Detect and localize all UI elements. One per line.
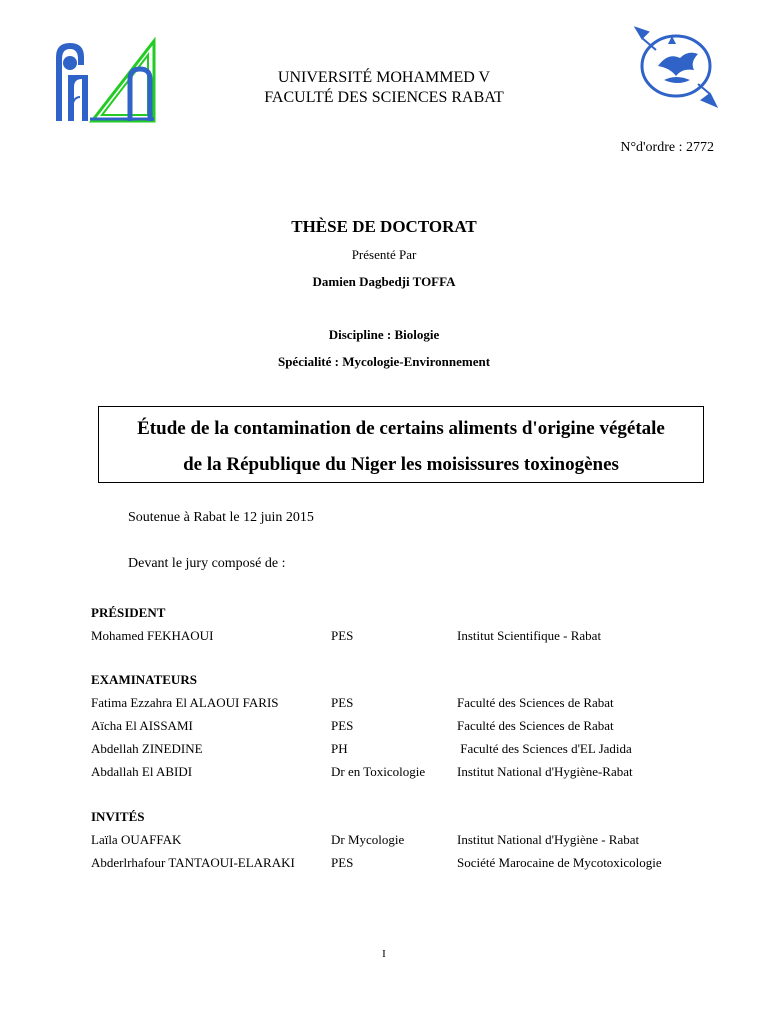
jury-row [91, 832, 731, 850]
member-name: Abderlrhafour TANTAOUI-ELARAKI [91, 855, 295, 870]
jury-row [91, 628, 731, 646]
member-name: Mohamed FEKHAOUI [91, 628, 214, 643]
member-institution: Faculté des Sciences de Rabat [457, 718, 614, 733]
examinateurs-heading: EXAMINATEURS [91, 672, 197, 687]
member-name: Abdellah ZINEDINE [91, 741, 203, 756]
jury-intro: Devant le jury composé de : [128, 556, 286, 571]
member-grade: PES [331, 718, 354, 733]
member-grade: Dr en Toxicologie [331, 764, 426, 779]
member-name: Fatima Ezzahra El ALAOUI FARIS [91, 695, 279, 710]
member-institution: Faculté des Sciences de Rabat [457, 695, 614, 710]
member-grade: Dr Mycologie [331, 832, 405, 847]
member-name: Aïcha El AISSAMI [91, 718, 193, 733]
jury-row [91, 741, 731, 759]
invites-heading: INVITÉS [91, 809, 145, 824]
jury-row [91, 855, 731, 873]
member-grade: PES [331, 695, 354, 710]
member-institution: Institut Scientifique - Rabat [457, 628, 602, 643]
faculty-name: FACULTÉ DES SCIENCES RABAT [264, 89, 504, 106]
page-number: I [382, 948, 386, 960]
member-institution: Société Marocaine de Mycotoxicologie [457, 855, 662, 870]
jury-row [91, 764, 731, 782]
member-name: Laïla OUAFFAK [91, 832, 182, 847]
thesis-type: THÈSE DE DOCTORAT [291, 217, 477, 236]
member-grade: PES [331, 855, 354, 870]
member-institution: Faculté des Sciences d'EL Jadida [457, 741, 632, 756]
jury-row [91, 718, 731, 736]
member-grade: PH [331, 741, 348, 756]
defense-date: Soutenue à Rabat le 12 juin 2015 [128, 510, 314, 525]
presented-by: Présenté Par [351, 247, 417, 262]
order-number: N°d'ordre : 2772 [620, 140, 714, 155]
thesis-title-line-1: Étude de la contamination de certains aliments d'origine végétale [137, 418, 665, 439]
author-name: Damien Dagbedji TOFFA [312, 274, 456, 289]
discipline: Discipline : Biologie [328, 327, 440, 342]
member-institution: Institut National d'Hygiène - Rabat [457, 832, 640, 847]
jury-row [91, 695, 731, 713]
member-grade: PES [331, 628, 354, 643]
member-institution: Institut National d'Hygiène-Rabat [457, 764, 633, 779]
specialite: Spécialité : Mycologie-Environnement [277, 354, 491, 369]
university-name: UNIVERSITÉ MOHAMMED V [277, 69, 491, 86]
thesis-title-line-2: de la République du Niger les moisissures toxinogènes [183, 454, 619, 475]
thesis-title-box [98, 406, 704, 483]
president-heading: PRÉSIDENT [91, 605, 166, 620]
member-name: Abdallah El ABIDI [91, 764, 193, 779]
